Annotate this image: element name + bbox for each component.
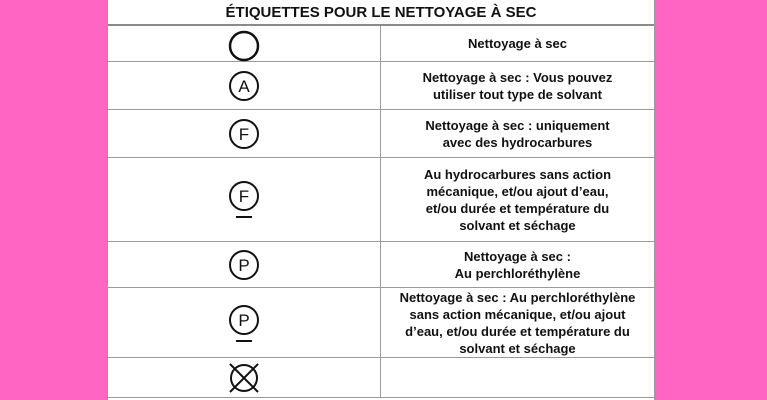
dry-cleaning-table — [107, 0, 655, 400]
symbol-cell — [108, 110, 381, 157]
description-cell: Au hydrocarbures sans action mécanique, et/ou ajout d’eau, et/ou durée et température du solvant et séchage — [423, 166, 612, 233]
table-row — [108, 62, 654, 110]
description-cell: Nettoyage à sec — [468, 36, 567, 51]
description-cell: Nettoyage à sec : Vous pouvez utiliser tout type de solvant — [422, 69, 613, 102]
circle-a-icon — [224, 66, 264, 106]
table-row — [108, 358, 654, 398]
symbol-cell — [108, 242, 381, 287]
circle-crossed-icon — [224, 358, 264, 398]
symbol-letter: F — [238, 125, 250, 144]
symbol-cell — [108, 358, 381, 397]
circle-f-underlined-icon — [224, 178, 264, 222]
circle-p-underlined-icon — [224, 302, 264, 346]
table-row — [108, 26, 654, 62]
circle-f-icon — [224, 114, 264, 154]
symbol-cell — [108, 26, 381, 61]
symbol-letter: F — [238, 187, 250, 206]
description-cell: Nettoyage à sec : Au perchloréthylène — [454, 248, 581, 281]
table-row — [108, 158, 654, 242]
table-row — [108, 242, 654, 288]
symbol-letter: P — [238, 256, 250, 275]
circle-p-icon — [224, 245, 264, 285]
description-cell — [381, 358, 654, 397]
page-title: ÉTIQUETTES POUR LE NETTOYAGE À SEC — [108, 0, 654, 26]
symbol-cell — [108, 288, 381, 357]
description-cell: Nettoyage à sec : uniquement avec des hydrocarbures — [425, 117, 610, 150]
description-cell: Nettoyage à sec : Au perchloréthylène sans action mécanique, et/ou ajout d’eau, et/ou durée et température du solvant et séchage — [399, 289, 636, 356]
table-row — [108, 288, 654, 358]
symbol-cell — [108, 158, 381, 241]
symbol-letter: A — [238, 77, 250, 96]
table-row — [108, 110, 654, 158]
circle-icon — [224, 26, 264, 66]
symbol-cell — [108, 62, 381, 109]
symbol-letter: P — [238, 311, 250, 330]
